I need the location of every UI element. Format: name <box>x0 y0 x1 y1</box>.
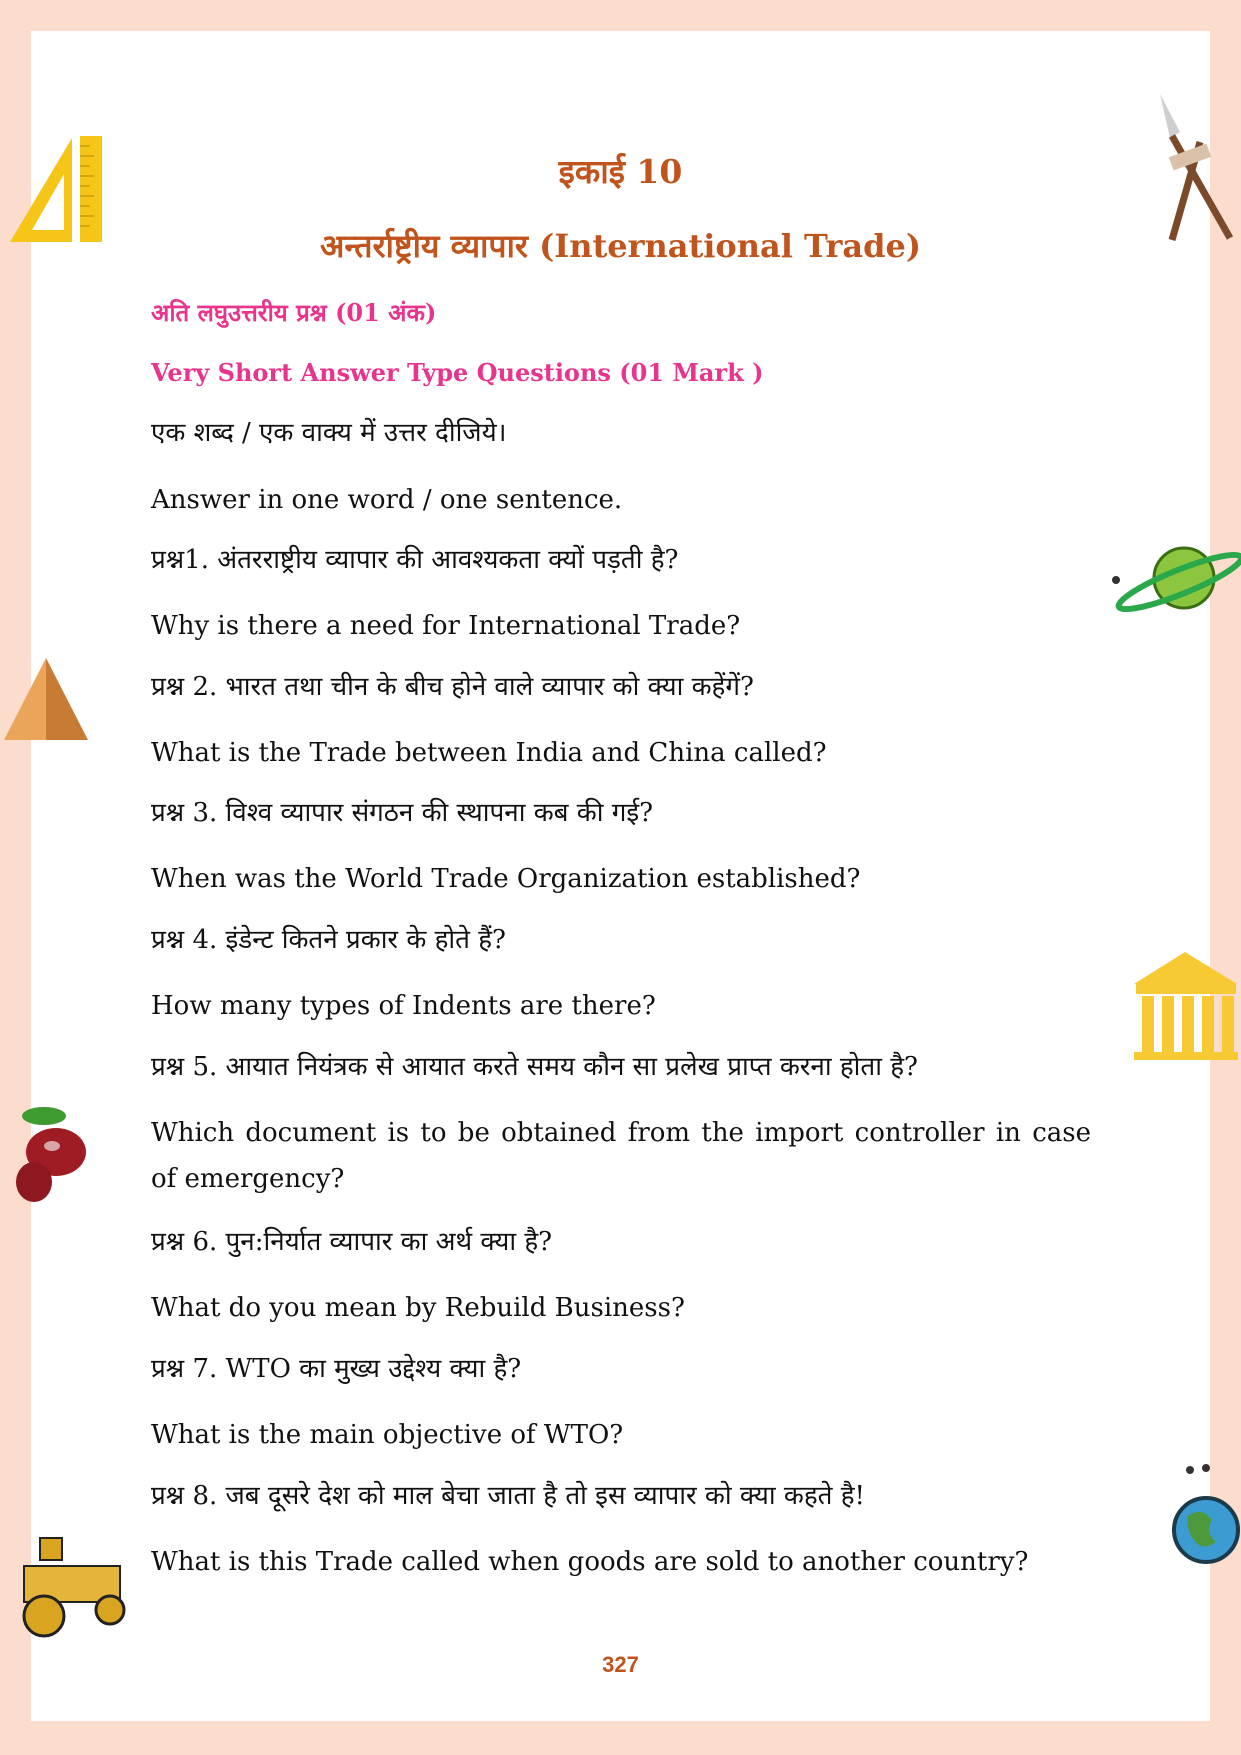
instruction-hindi: एक शब्द / एक वाक्य में उत्तर दीजिये। <box>151 418 507 448</box>
question-5-english: Which document is to be obtained from the import controller in case of emergency? <box>151 1118 1091 1194</box>
instruction-english: Answer in one word / one sentence. <box>151 485 623 515</box>
cherries-icon <box>4 1100 90 1210</box>
chapter-title: अन्तर्राष्ट्रीय व्यापार (International Trade) <box>320 227 921 265</box>
question-2-english: What is the Trade between India and China called? <box>151 738 827 768</box>
question-4-english: How many types of Indents are there? <box>151 991 656 1021</box>
question-7-hindi: प्रश्न 7. WTO का मुख्य उद्देश्य क्या है? <box>151 1354 522 1384</box>
question-8-hindi: प्रश्न 8. जब दूसरे देश को माल बेचा जाता है तो इस व्यापार को क्या कहते है! <box>151 1481 865 1511</box>
question-6-english: What do you mean by Rebuild Business? <box>151 1293 685 1323</box>
page-number: 327 <box>602 1652 639 1677</box>
globe-icon <box>1160 1460 1241 1570</box>
question-1-hindi: प्रश्न1. अंतरराष्ट्रीय व्यापार की आवश्यकता क्यों पड़ती है? <box>151 545 679 575</box>
chariot-icon <box>4 1530 130 1640</box>
question-1-english: Why is there a need for International Trade? <box>151 611 741 641</box>
question-2-hindi: प्रश्न 2. भारत तथा चीन के बीच होने वाले व्यापार को क्या कहेंगें? <box>151 672 754 702</box>
question-7-english: What is the main objective of WTO? <box>151 1420 624 1450</box>
question-8-english: What is this Trade called when goods are sold to another country? <box>151 1547 1029 1577</box>
planet-icon <box>1110 538 1241 618</box>
pyramid-icon <box>2 656 90 742</box>
temple-pillars-icon <box>1130 950 1241 1062</box>
unit-heading: इकाई 10 <box>558 152 683 191</box>
question-5-hindi: प्रश्न 5. आयात नियंत्रक से आयात करते समय कौन सा प्रलेख प्राप्त करना होता है? <box>151 1052 918 1082</box>
question-4-hindi: प्रश्न 4. इंडेन्ट कितने प्रकार के होते हैं? <box>151 925 506 955</box>
question-3-hindi: प्रश्न 3. विश्व व्यापार संगठन की स्थापना कब की गई? <box>151 798 654 828</box>
question-3-english: When was the World Trade Organization established? <box>151 864 861 894</box>
section-heading-hindi: अति लघुउत्तरीय प्रश्न (01 अंक) <box>151 298 437 327</box>
question-6-hindi: प्रश्न 6. पुन:निर्यात व्यापार का अर्थ क्या है? <box>151 1227 553 1257</box>
section-heading-english: Very Short Answer Type Questions (01 Mark ) <box>151 358 764 387</box>
